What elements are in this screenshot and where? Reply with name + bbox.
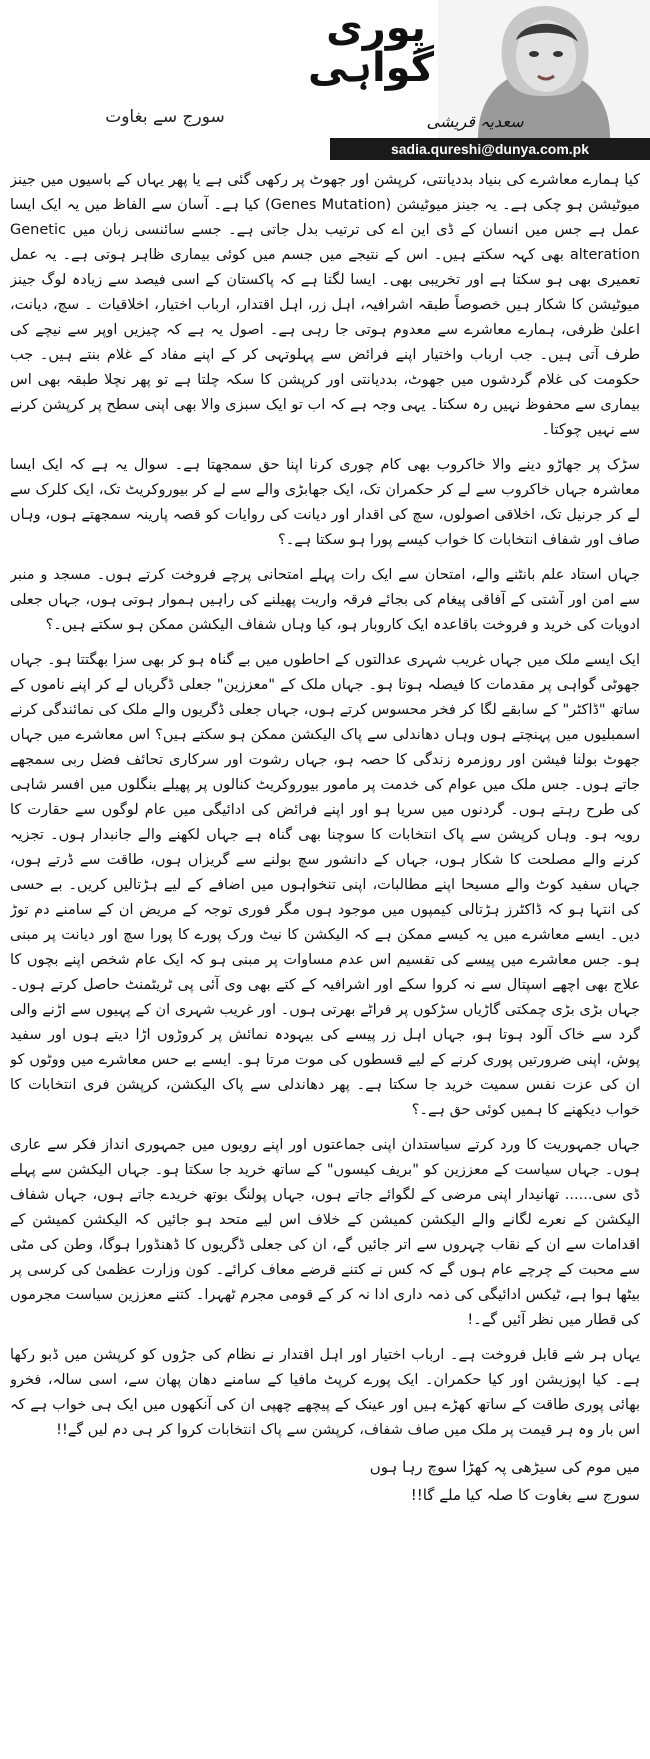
article-paragraph: سڑک پر جھاڑو دینے والا خاکروب بھی کام چوری کرنا اپنا حق سمجھتا ہے۔ سوال یہ ہے کہ ایک ایسا معاشرہ جہاں خاکروب سے لے کر حکمران تک، ایک جھابڑی والے سے لے کر بیوروکریٹ تک، ایک کلرک سے لے کر جرنیل تک، اخلاقی اصولوں، سچ کی اقدار اور دیانت کی روایات کو قصہ پارینہ سمجھتے ہوں، وہاں صاف اور شفاف انتخابات کا خواب کیسے پورا ہو سکتا ہے۔؟ xyxy=(10,457,640,548)
article-paragraph: جہاں استاد علم بانٹنے والے، امتحان سے ایک رات پہلے امتحانی پرچے فروخت کرتے ہوں۔ مسجد و منبر سے امن اور آشتی کے آفاقی پیغام کی بجائے فرقہ واریت پھیلنے کی راہیں ہموار ہوتی ہوں، جہاں جعلی ادویات کی خرید و فروخت باقاعدہ ایک کاروبار ہو، کیا وہاں شفاف الیکشن ممکن ہو سکتے ہیں۔؟ xyxy=(10,567,640,633)
brand-line-1: پوری xyxy=(326,5,426,51)
column-header xyxy=(0,0,650,160)
couplet-line: سورج سے بغاوت کا صلہ کیا ملے گا!! xyxy=(410,1486,640,1504)
column-brand-logo xyxy=(308,5,434,138)
article-paragraph: یہاں ہر شے قابل فروخت ہے۔ ارباب اختیار اور اہل اقتدار نے نظام کی جڑوں کو کرپشن میں ڈبو رکھا ہے۔ کیا اپوزیشن اور کیا حکمران۔ ایک پورے کرپٹ مافیا کے سامنے دھان پھان سے، اسی سالہ، فخرو بھائی پوری طاقت کے ساتھ کھڑے ہیں اور عینک کے پیچھے چھپی ان کی آنکھوں میں ایک ہی خواب ہے کہ اس بار وہ ہر قیمت پر ملک میں صاف شفاف، کرپشن سے پاک انتخابات کروا کر ہی دم لیں گے!! xyxy=(10,1347,640,1438)
closing-couplet xyxy=(10,1453,640,1509)
article-paragraph: جہاں جمہوریت کا ورد کرتے سیاستدان اپنی جماعتوں اور اپنے رویوں میں جمہوری انداز فکر سے عاری ہوں۔ جہاں سیاست کے معززین کو "بریف کیسوں" کے ساتھ خرید جا سکتا ہو۔ جہاں الیکشن سے پہلے ڈی سی...... تھانیدار اپنی مرضی کے لگوائے جاتے ہوں، جہاں پولنگ بوتھ خریدے جاتے ہوں، جہاں شفاف الیکشن کے نعرے لگانے والے الیکشن کمیشن کے خلاف اس لیے متحد ہو جائیں کہ الیکشن کمیشن کے اقدامات سے ان کے نقاب چہروں سے اتر جائیں گے، ان کی جعلی ڈگریوں کا ڈھنڈورا ہوگا، وطن کی مٹی سے محبت کے چرچے عام ہوں گے کہ کس نے کتنے قرضے معاف کرائے۔ کون وزارت عظمیٰ کی کرسی پر بیٹھا ہوا ہے، ٹیکس ادائیگی کی ذمہ داری ادا نہ کر کے قومی مجرم ٹھہرا۔ کتنے معززین سیاست مجرموں کی قطار میں نظر آئیں گے۔! xyxy=(10,1137,640,1328)
article-paragraph: کیا ہمارے معاشرے کی بنیاد بددیانتی، کرپشن اور جھوٹ پر رکھی گئی ہے یا پھر یہاں کے باسیوں میں جینز میوٹیشن ہو چکی ہے۔ یہ جینز میوٹیشن (Genes Mutation) کیا ہے۔ آسان سے الفاظ میں یہ ایک ایسا عمل ہے جس میں انسان کے ڈی این اے کی ترتیب بدل جاتی ہے۔ جسے سائنسی زبان میں Genetic alteration بھی کہہ سکتے ہیں۔ اس کے نتیجے میں جسم میں کوئی بیماری ظاہر ہوتی ہے۔ یہ عمل تعمیری بھی ہو سکتا ہے اور تخریبی بھی۔ ایسا لگتا ہے کہ پاکستان کے اسی فیصد سے زیادہ لوگ جینز میوٹیشن کا شکار ہیں خصوصاً طبقہ اشرافیہ، اہل زر، اہل اقتدار، ارباب اختیار، اخلاقیات ۔ سچ، دیانت، اعلیٰ ظرفی، ہمارے معاشرے سے معدوم ہوتی جا رہی ہے۔ اصول یہ ہے کہ چیزیں اوپر سے نیچے کی طرف آتی ہیں۔ جب ارباب واختیار اپنے فرائض سے پہلوتہی کر کے اپنے مفاد کے غلام بنتے ہیں۔ جب حکومت کی غلام گردشوں میں جھوٹ، بددیانتی اور کرپشن کا سکہ چلتا ہے تو پھر نچلا طبقہ بھی اس بیماری سے محفوظ نہیں رہ سکتا۔ یہی وجہ ہے کہ اب تو ایک سبزی والا بھی اپنی سطح پر کرپشن کرنے سے نہیں چوکتا۔ xyxy=(10,172,640,438)
author-name: سعدیہ قریشی xyxy=(426,112,524,131)
article-body xyxy=(10,168,640,1753)
author-email[interactable]: sadia.qureshi@dunya.com.pk xyxy=(330,138,650,160)
column-headline: سورج سے بغاوت xyxy=(105,107,225,127)
article-paragraph: ایک ایسے ملک میں جہاں غریب شہری عدالتوں کے احاطوں میں بے گناہ ہو کر بھی سزا بھگتتا ہو۔ جہاں جھوٹی گواہی پر مقدمات کا فیصلہ ہوتا ہو۔ جہاں ملک کے "معززین" جعلی ڈگریاں لے کر اپنے ناموں کے ساتھ "ڈاکٹر" کے سابقے لگا کر فخر محسوس کرتے ہوں، جہاں جعلی ڈگریوں والے ملک کی نمائندگی کرنے اسمبلیوں میں پہنچتے ہوں وہاں دھاندلی سے پاک الیکشن ممکن ہو سکتے ہیں؟ اس معاشرے میں جہاں جھوٹ بولنا فیشن اور روزمرہ زندگی کا حصہ ہو، جہاں رشوت اور سرکاری تحائف فضل ربی سمجھے جاتے ہوں۔ جس ملک میں عوام کی خدمت پر مامور بیوروکریٹ کنالوں پر پھیلے بنگلوں میں افسر شاہی کی طرح رہتے ہوں۔ گردنوں میں سریا ہو اور اپنے فرائض کی ادائیگی میں عام لوگوں سے حقارت کا رویہ ہو۔ وہاں کرپشن سے پاک انتخابات کا سوچنا بھی گناہ ہے جہاں لکھنے والے جانبدار ہوں۔ تجزیہ کرنے والے مصلحت کا شکار ہوں، جہاں کے دانشور سچ بولنے سے گریزاں ہوں، طاقت سے ڈرتے ہوں، جہاں سفید کوٹ والے مسیحا اپنے مطالبات، اپنی تنخواہوں میں اضافے کے لیے ہڑتالیں کریں۔ بے حسی کی انتہا ہو کہ ڈاکٹرز ہڑتالی کیمپوں میں موجود ہوں مگر فوری توجہ کے مریض ان کے سامنے دم توڑ دیں۔ ایسے معاشرے میں یہ کیسے ممکن ہے کہ الیکشن کا نیٹ ورک پورے کا پورا سچ اور دیانت پر مبنی ہو۔ جس معاشرے میں پیسے کی تقسیم اس عدم مساوات پر مبنی ہو کہ ایک عام شخص اپنے بچوں کا علاج بھی اچھے اسپتال سے نہ کروا سکے اور اشرافیہ کے کتے بھی وی آئی پی ٹریٹمنٹ حاصل کرتے ہوں۔ جہاں بڑی بڑی چمکتی گاڑیاں سڑکوں پر فراٹے بھرتی ہوں۔ اور غریب شہری ان کے پہیوں سے اڑنے والی گرد سے خاک آلود ہوتا ہو، جہاں اہل زر پیسے کی بیہودہ نمائش پر کروڑوں اڑا دیتے ہوں اور سفید پوش، اپنی ضرورتیں پوری کرنے کے لیے قسطوں کی موت مرتا ہو۔ ایسے بے حس معاشرے میں ووٹوں کو ان کی عزت نفس سمیت خرید جا سکتا ہے۔ پھر دھاندلی سے پاک الیکشن، کرپشن فری انتخابات کا خواب دیکھنے کا ہمیں کوئی حق ہے۔؟ xyxy=(10,652,640,1118)
couplet-line: میں موم کی سیڑھی پہ کھڑا سوچ رہا ہوں xyxy=(369,1458,640,1476)
brand-line-2: گواہی xyxy=(308,45,434,91)
